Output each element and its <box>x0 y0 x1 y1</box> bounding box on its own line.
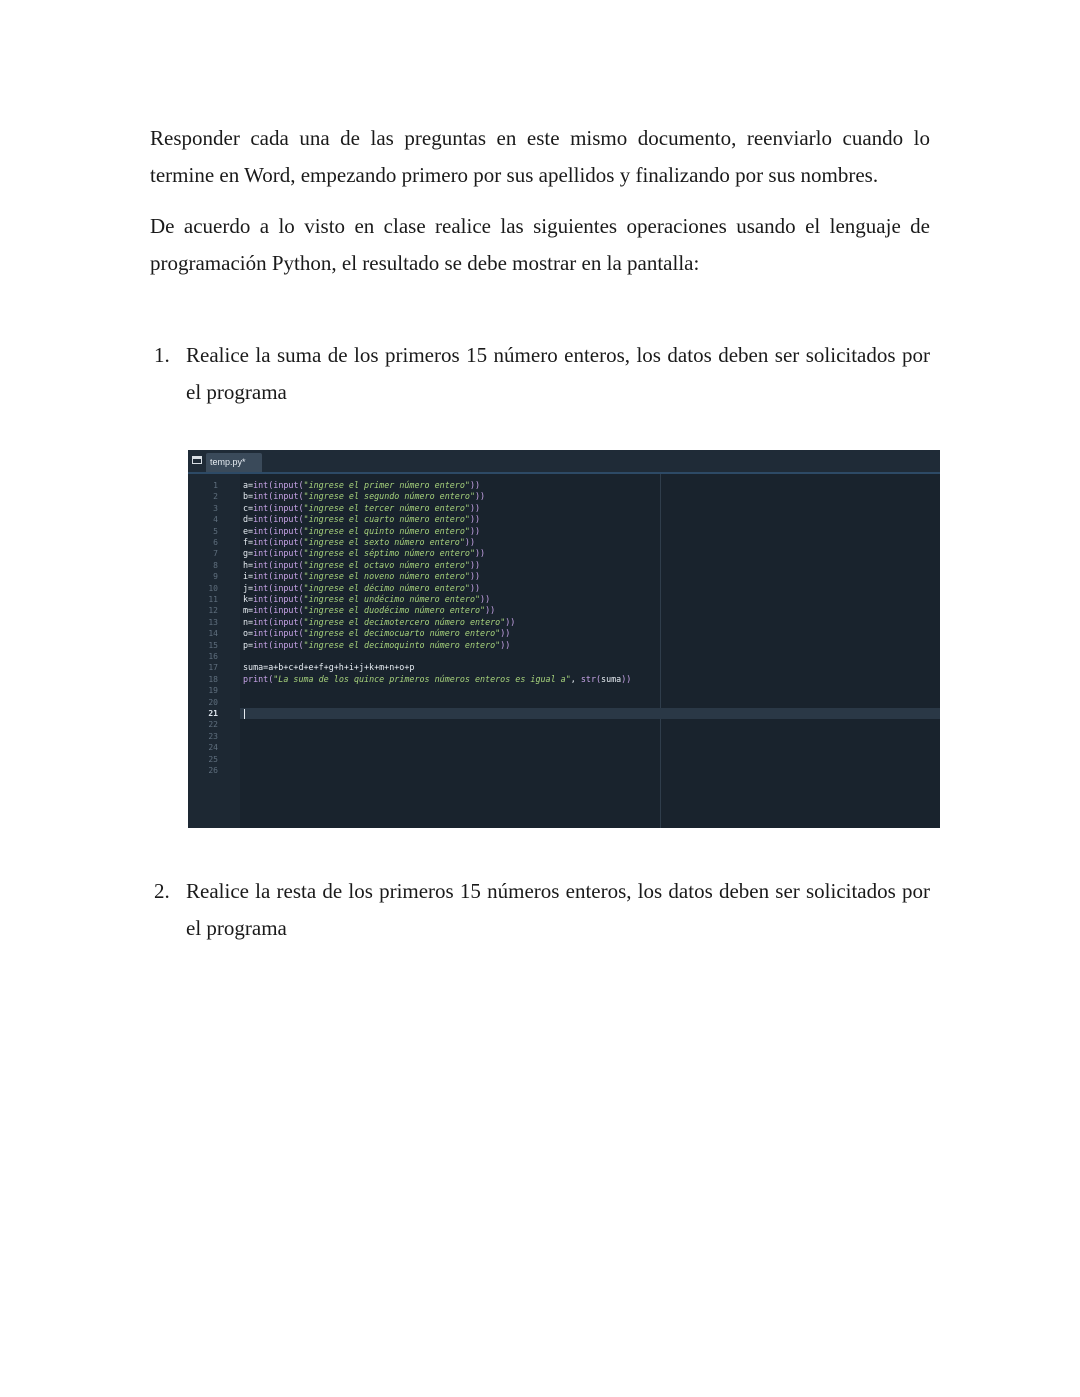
code-line: g=int(input("ingrese el séptimo número entero")) <box>243 548 486 559</box>
string-literal: "ingrese el segundo número entero" <box>303 491 475 502</box>
code-line: j=int(input("ingrese el décimo número entero")) <box>243 582 481 593</box>
variable-name: b <box>243 491 249 502</box>
line-number: 23 <box>208 731 218 741</box>
question-text: Realice la resta de los primeros 15 números enteros, los datos deben ser solicitados por el programa <box>186 879 930 940</box>
variable-name: m <box>243 605 249 616</box>
line-number: 8 <box>213 560 218 570</box>
line-number: 3 <box>213 503 218 513</box>
string-literal: "ingrese el décimo número entero" <box>303 582 470 593</box>
string-literal: "ingrese el decimotercero número entero" <box>303 616 506 627</box>
line-number-gutter <box>188 474 240 828</box>
line-number: 18 <box>208 674 218 684</box>
variable-name: g <box>243 548 249 559</box>
line-number: 15 <box>208 640 218 650</box>
string-literal: "ingrese el tercer número entero" <box>303 502 470 513</box>
editor-tab[interactable]: temp.py* <box>206 453 262 472</box>
line-number: 9 <box>213 572 218 582</box>
string-literal: "ingrese el noveno número entero" <box>303 571 470 582</box>
code-line <box>243 662 414 673</box>
string-literal: "ingrese el séptimo número entero" <box>303 548 475 559</box>
string-literal: "La suma de los quince primeros números enteros es igual a" <box>273 673 571 684</box>
code-line: h=int(input("ingrese el octavo número entero")) <box>243 559 481 570</box>
string-literal: "ingrese el cuarto número entero" <box>303 514 470 525</box>
line-number: 24 <box>208 743 218 753</box>
line-number: 12 <box>208 606 218 616</box>
variable-name: o <box>243 628 249 639</box>
question-text: Realice la suma de los primeros 15 número enteros, los datos deben ser solicitados por el programa <box>186 343 930 404</box>
editor-tab-bar <box>188 450 940 474</box>
code-line: k=int(input("ingrese el undécimo número entero")) <box>243 594 491 604</box>
code-line: m=int(input("ingrese el duodécimo número entero")) <box>243 605 496 616</box>
string-literal: "ingrese el sexto número entero" <box>303 537 465 547</box>
line-number: 20 <box>208 697 218 707</box>
line-number: 6 <box>213 538 218 547</box>
line-number: 4 <box>213 515 218 525</box>
variable-name: i <box>243 571 249 582</box>
question-number: 1. <box>154 343 170 367</box>
code-line: a=int(input("ingrese el primer número entero")) <box>243 480 481 490</box>
code-line: print("La suma de los quince primeros números enteros es igual a", str(suma)) <box>243 673 632 684</box>
current-line-highlight <box>240 708 940 719</box>
line-number: 10 <box>208 583 218 593</box>
line-number: 13 <box>208 617 218 627</box>
string-literal: "ingrese el decimocuarto número entero" <box>303 628 501 639</box>
instructions-paragraph: Responder cada una de las preguntas en este mismo documento, reenviarlo cuando lo termine en Word, empezando primero por sus apellidos y finalizando por sus nombres. <box>150 126 930 187</box>
code-line: b=int(input("ingrese el segundo número entero")) <box>243 491 486 502</box>
variable-name: a <box>243 480 249 490</box>
code-line: o=int(input("ingrese el decimocuarto número entero")) <box>243 628 511 639</box>
line-number: 26 <box>208 766 218 775</box>
sum-statement: suma=a+b+c+d+e+f+g+h+i+j+k+m+n+o+p <box>243 662 415 673</box>
string-literal: "ingrese el undécimo número entero" <box>303 594 481 604</box>
line-number: 21 <box>208 709 218 718</box>
code-line: n=int(input("ingrese el decimotercero número entero")) <box>243 616 516 627</box>
line-number: 19 <box>208 686 218 696</box>
string-literal: "ingrese el octavo número entero" <box>303 559 470 570</box>
code-editor-screenshot <box>188 450 940 828</box>
variable-name: p <box>243 639 249 650</box>
question-number: 2. <box>154 879 170 903</box>
line-number: 7 <box>213 549 218 559</box>
line-number: 14 <box>208 629 218 639</box>
variable-name: j <box>243 582 249 593</box>
edge-ruler <box>660 474 661 828</box>
string-literal: "ingrese el decimoquinto número entero" <box>303 639 501 650</box>
window-icon <box>192 456 202 464</box>
variable-name: suma <box>601 673 622 684</box>
line-number: 1 <box>213 481 218 490</box>
code-line: d=int(input("ingrese el cuarto número entero")) <box>243 514 481 525</box>
variable-name: c <box>243 502 249 513</box>
line-number: 5 <box>213 526 218 536</box>
print-keyword: print <box>243 673 269 684</box>
code-line: c=int(input("ingrese el tercer número entero")) <box>243 502 481 513</box>
string-literal: "ingrese el quinto número entero" <box>303 525 470 536</box>
line-number: 2 <box>213 492 218 502</box>
code-line: f=int(input("ingrese el sexto número entero")) <box>243 537 475 547</box>
code-line: e=int(input("ingrese el quinto número entero")) <box>243 525 481 536</box>
variable-name: n <box>243 616 249 627</box>
line-number: 11 <box>208 595 218 604</box>
code-line: i=int(input("ingrese el noveno número entero")) <box>243 571 481 582</box>
variable-name: f <box>243 537 249 547</box>
text-cursor <box>244 709 245 719</box>
variable-name: d <box>243 514 249 525</box>
str-keyword: str <box>580 673 596 684</box>
line-number: 17 <box>208 663 218 673</box>
string-literal: "ingrese el duodécimo número entero" <box>303 605 486 616</box>
string-literal: "ingrese el primer número entero" <box>303 480 470 490</box>
variable-name: k <box>243 594 249 604</box>
task-paragraph: De acuerdo a lo visto en clase realice las siguientes operaciones usando el lenguaje de programación Python, el resultado se debe mostrar en la pantalla: <box>150 214 930 275</box>
line-number: 22 <box>208 720 218 730</box>
variable-name: h <box>243 559 249 570</box>
variable-name: e <box>243 525 249 536</box>
line-number: 25 <box>208 754 218 764</box>
line-number: 16 <box>208 652 218 661</box>
code-line: p=int(input("ingrese el decimoquinto número entero")) <box>243 639 511 650</box>
